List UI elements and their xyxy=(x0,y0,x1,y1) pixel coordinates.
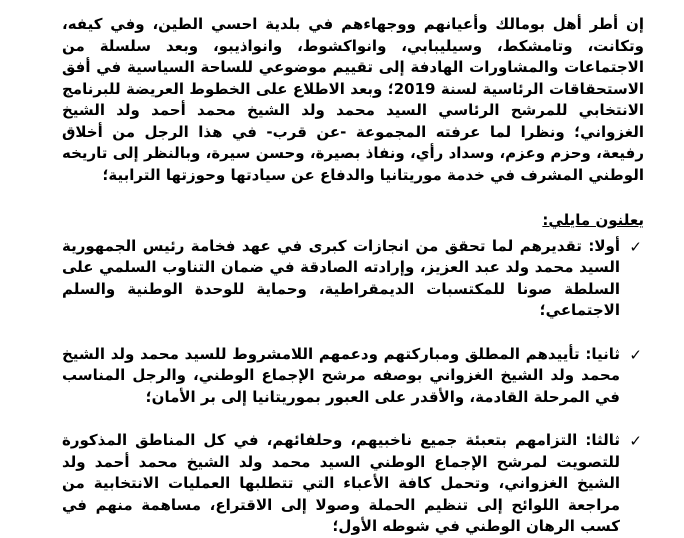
check-mark-icon: ✓ xyxy=(629,237,642,256)
declaration-list xyxy=(62,236,644,538)
list-item-text: ثالثا: التزامهم بتعبئة جميع ناخبيهم، وحلفائهم، في كل المناطق المذكورة للتصويت لمرشح الإجماع الوطني السيد محمد ولد الشيخ محمد أحمد ولد الشيخ الغزواني، وتحمل كافة الأعباء التي تتطلبها العمليات الانتخابية من مراجعة اللوائح إلى تنظيم الحملة وصولا إلى الاقتراع، مساهمة منهم في كسب الرهان الوطني في شوطه الأول؛ xyxy=(62,431,620,535)
intro-paragraph: إن أطر أهل بومالك وأعيانهم ووجهاءهم في بلدية احسي الطين، وفي كيفه، وتكانت، وتامشكط، وسيليبابي، وانواكشوط، وانواذيبو، وبعد سلسلة من الاجتماعات والمشاورات الهادفة إلى تقييم موضوعي للساحة السياسية في أفق الاستحقاقات الرئاسية لسنة 2019؛ وبعد الاطلاع على الخطوط العريضة للبرنامج الانتخابي للمرشح الرئاسي السيد محمد ولد الشيخ محمد أحمد ولد الشيخ الغزواني؛ ونظرا لما عرفته المجموعة -عن قرب- في هذا الرجل من أخلاق رفيعة، وحزم وعزم، وسداد رأي، ونفاذ بصيرة، وحسن سيرة، وبالنظر إلى تاريخه الوطني المشرف في خدمة موريتانيا والدفاع عن سيادتها وحوزتها الترابية؛ xyxy=(62,15,645,184)
list-item xyxy=(62,344,644,409)
check-mark-icon: ✓ xyxy=(629,345,642,364)
check-mark-icon: ✓ xyxy=(629,432,642,450)
list-item-text: أولا: تقديرهم لما تحقق من انجازات كبرى في عهد فخامة رئيس الجمهورية السيد محمد ولد عبد العزيز، وإرادته الصادقة في ضمان التناوب السلمي على السلطة صونا للمكتسبات الديمقراطية، وحماية للوحدة الوطنية والسلم الاجتماعي؛ xyxy=(62,236,620,319)
list-item xyxy=(62,430,644,538)
list-item xyxy=(62,236,644,322)
list-item-text: ثانيا: تأييدهم المطلق ومباركتهم ودعمهم اللامشروط للسيد محمد ولد الشيخ محمد ولد الشيخ الغزواني بوصفه مرشح الإجماع الوطني، والرجل المناسب في المرحلة القادمة، والأقدر على العبور بموريتانيا إلى بر الأمان؛ xyxy=(62,344,620,406)
declaration-heading: يعلنون مايلي: xyxy=(542,211,644,229)
